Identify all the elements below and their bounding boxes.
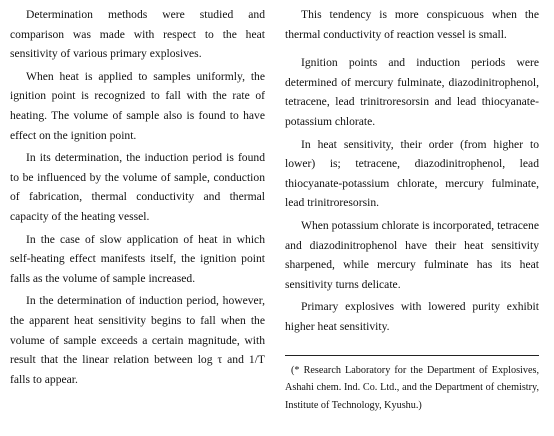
right-column bbox=[285, 5, 539, 414]
footnote-text: (* Research Laboratory for the Department of Explosives, Ashahi chem. Ind. Co. Ltd., and the Department of chemistry, Institute of Technology, Kyushu.) bbox=[285, 364, 539, 411]
paragraph: Primary explosives with lowered purity exhibit higher heat sensitivity. bbox=[285, 300, 539, 333]
paragraph: Determination methods were studied and comparison was made with respect to the heat sensitivity of various primary explosives. bbox=[10, 8, 265, 61]
paragraph: In the determination of induction period, however, the apparent heat sensitivity begins to fall when the volume of sample exceeds a certain magnitude, with result that the linear relation between log τ and 1/T falls to appear. bbox=[10, 294, 265, 386]
paragraph: This tendency is more conspicuous when the thermal conductivity of reaction vessel is small. bbox=[285, 8, 539, 41]
paragraph: In its determination, the induction period is found to be influenced by the volume of sample, conduction of fabrication, thermal conductivity and thermal capacity of the heating vessel. bbox=[10, 151, 265, 223]
footnote-divider bbox=[285, 355, 539, 356]
paragraph: In heat sensitivity, their order (from higher to lower) is; tetracene, diazodinitrophenol, lead thiocyanate-potassium chlorate, mercury fulminate, lead trinitroresorsin. bbox=[285, 137, 539, 210]
paragraph: When heat is applied to samples uniformly, the ignition point is recognized to fall with the rate of heating. The volume of sample also is found to have effect on the ignition point. bbox=[10, 69, 265, 142]
paragraph: When potassium chlorate is incorporated, tetracene and diazodinitrophenol have their heat sensitivity sharpened, while mercury fulminate has its heat sensitivity turns delicate. bbox=[285, 218, 539, 291]
left-column bbox=[10, 5, 265, 392]
footnote bbox=[285, 362, 539, 415]
paragraph: Ignition points and induction periods were determined of mercury fulminate, diazodinitrophenol, tetracene, lead trinitroresorsin and lead thiocyanate-potassium chlorate. bbox=[285, 56, 539, 128]
paragraph: In the case of slow application of heat in which self-heating effect manifests itself, the ignition point falls as the volume of sample increased. bbox=[10, 232, 265, 285]
